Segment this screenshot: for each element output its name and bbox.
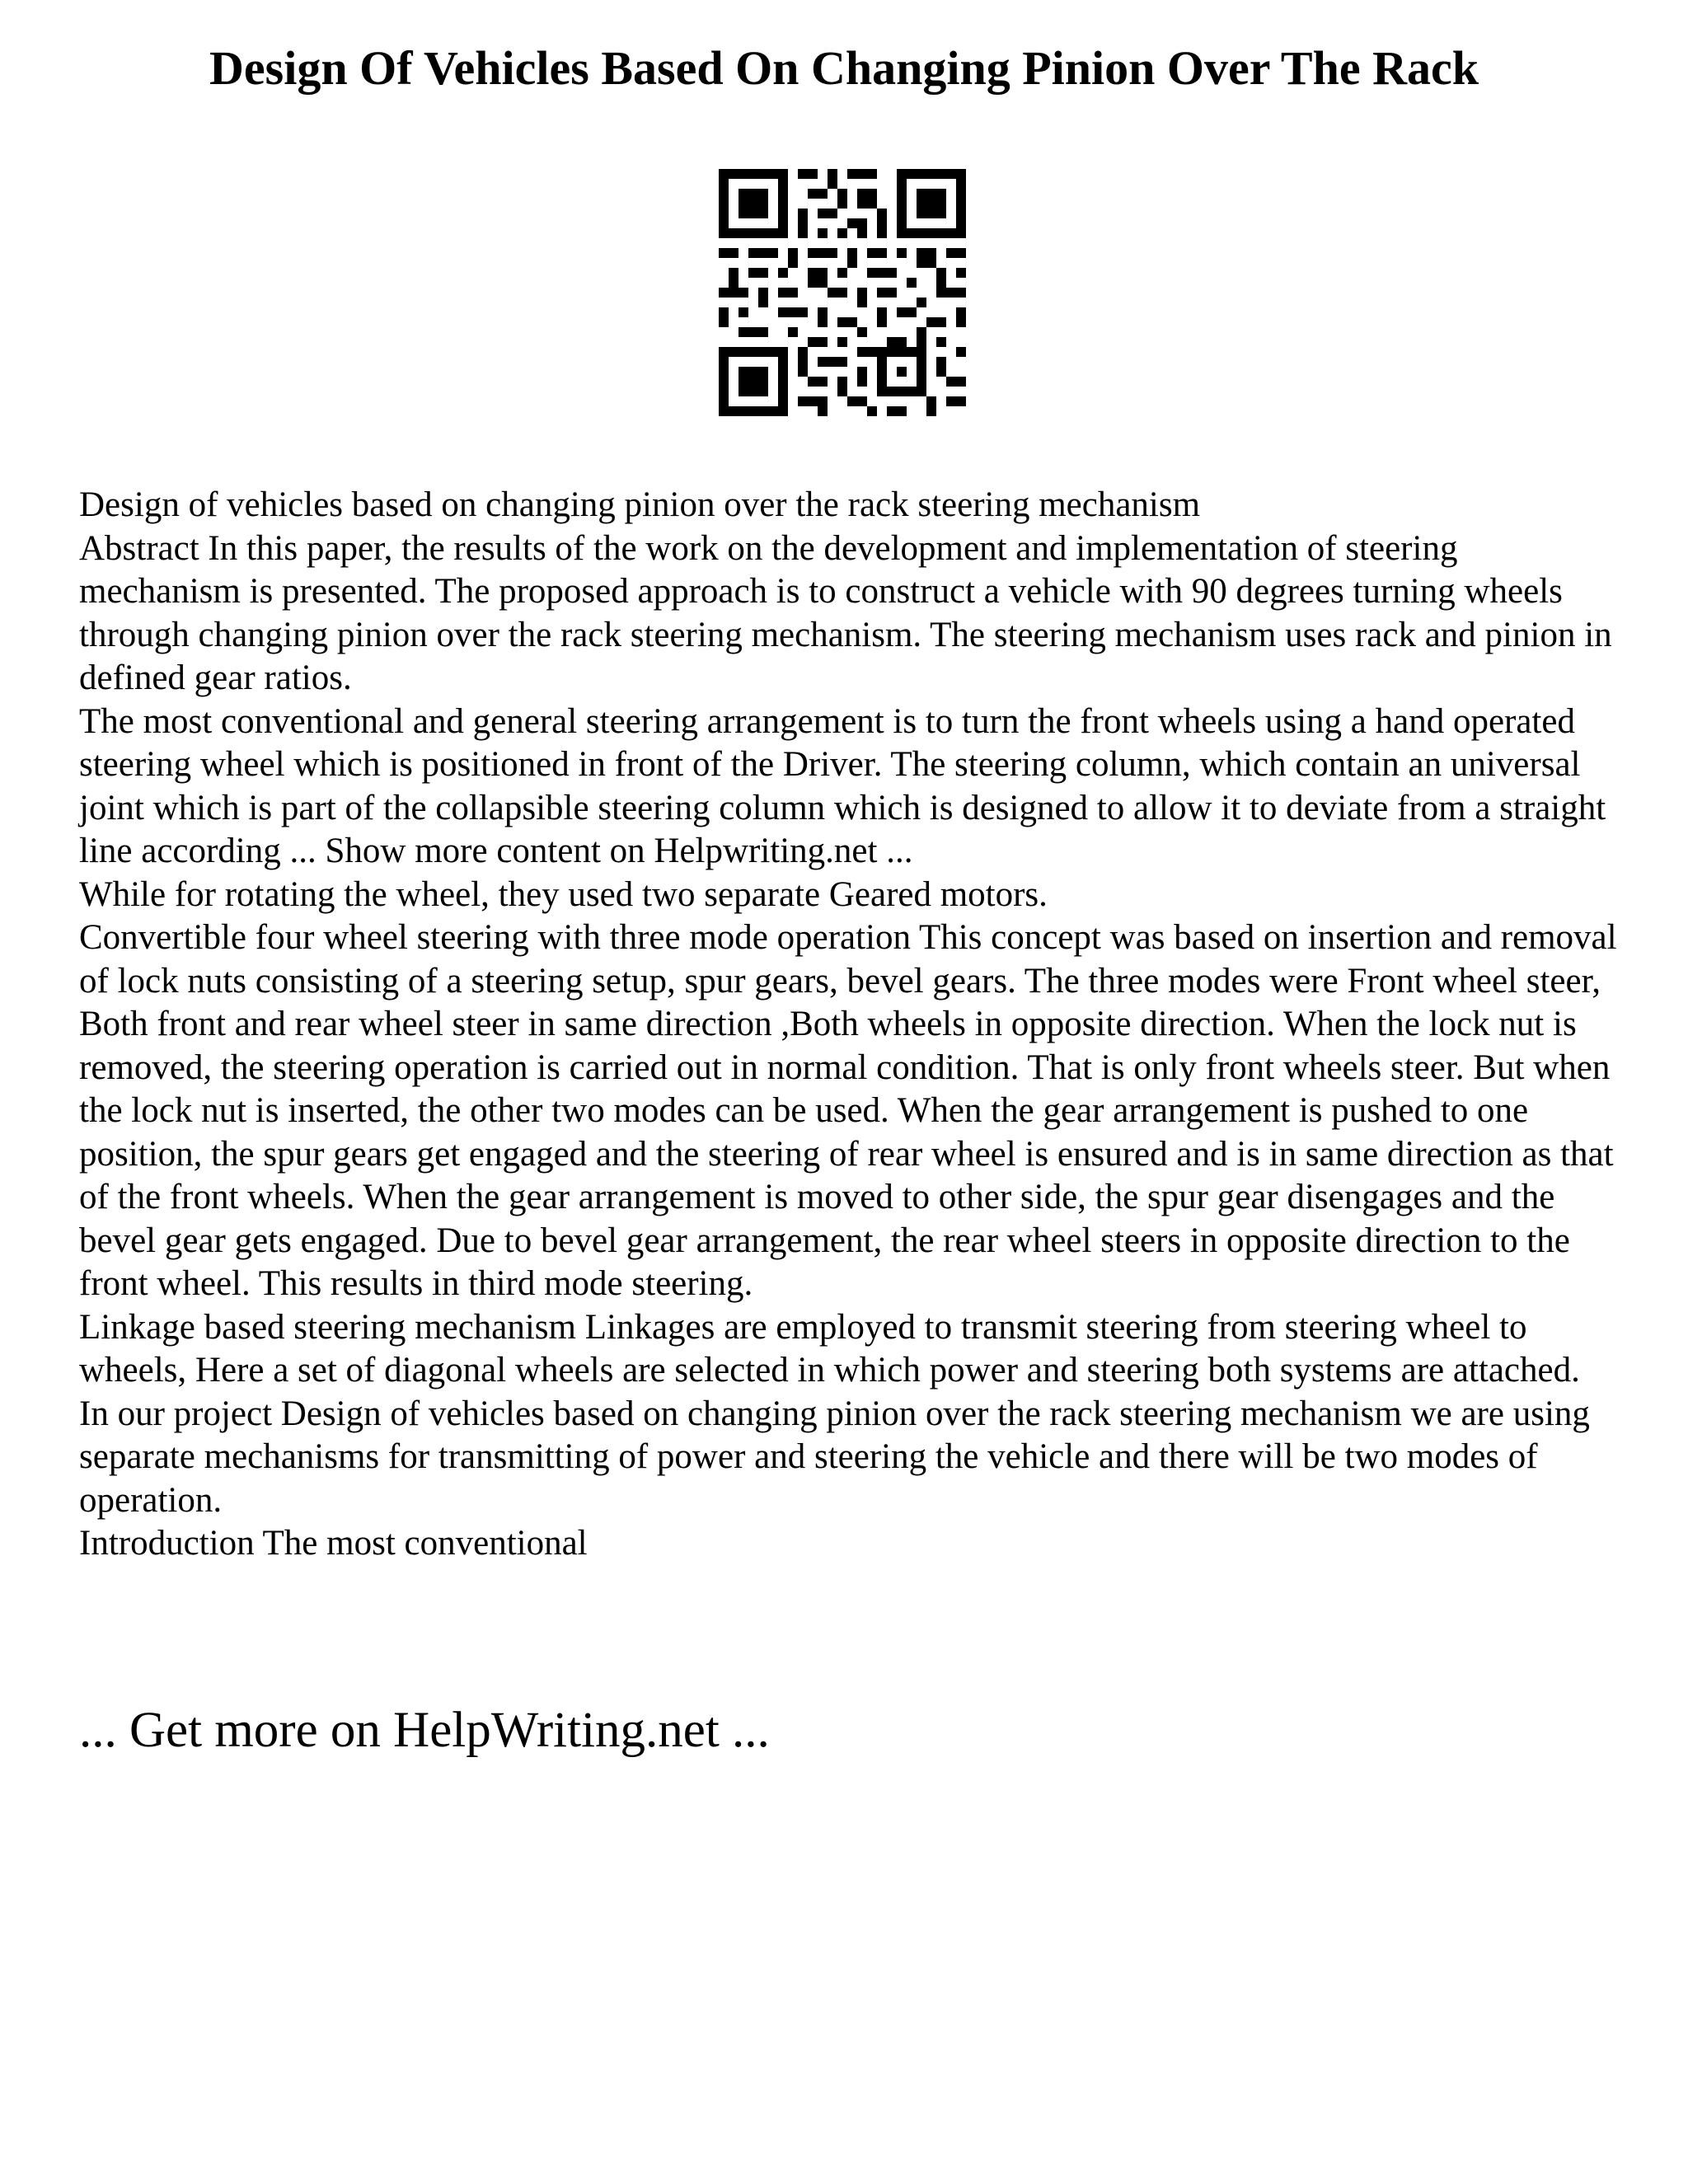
qr-code-icon [719,169,966,416]
paragraph-heading: Design of vehicles based on changing pinion over the rack steering mechanism [79,485,1201,524]
paragraph-abstract: Abstract In this paper, the results of the work on the development and implementation of steering mechanism is presented. The proposed approach is to construct a vehicle with 90 degrees turning wheels through changing pinion over the rack steering mechanism. The steering mechanism uses rack and pinion in defined gear ratios. [79,528,1612,697]
get-more-link[interactable]: ... Get more on HelpWriting.net ... [79,1703,770,1758]
paragraph-linkage-steering: Linkage based steering mechanism Linkages are employed to transmit steering from steering wheel to wheels, Here a set of diagonal wheels are selected in which power and steering both systems are attached. [79,1307,1580,1390]
paragraph-introduction: Introduction The most conventional [79,1524,588,1563]
paragraph-project: In our project Design of vehicles based on changing pinion over the rack steering mechanism we are using separate mechanisms for transmitting of power and steering the vehicle and there will be two modes of operation. [79,1394,1590,1520]
page-title: Design Of Vehicles Based On Changing Pinion Over The Rack [209,41,1479,95]
paragraph-four-wheel-steering: Convertible four wheel steering with three mode operation This concept was based on insertion and removal of lock nuts consisting of a steering setup, spur gears, bevel gears. The three modes were Front wheel steer, Both front and rear wheel steer in same direction ,Both wheels in opposite direction. When the lock nut is removed, the steering operation is carried out in normal condition. That is only front wheels steer. But when the lock nut is inserted, the other two modes can be used. When the gear arrangement is pushed to one position, the spur gears get engaged and the steering of rear wheel is ensured and is in same direction as that of the front wheels. When the gear arrangement is moved to other side, the spur gear disengages and the bevel gear gets engaged. Due to bevel gear arrangement, the rear wheel steers in opposite direction to the front wheel. This results in third mode steering. [79,918,1617,1303]
paragraph-conventional-steering: The most conventional and general steering arrangement is to turn the front wheels using a hand operated steering wheel which is positioned in front of the Driver. The steering column, which contain an universal joint which is part of the collapsible steering column which is designed to allow it to deviate from a straight line according ... Show more content on Helpwriting.net ... [79,701,1606,870]
paragraph-geared-motors: While for rotating the wheel, they used two separate Geared motors. [79,874,1048,914]
article-body [79,484,1620,1566]
